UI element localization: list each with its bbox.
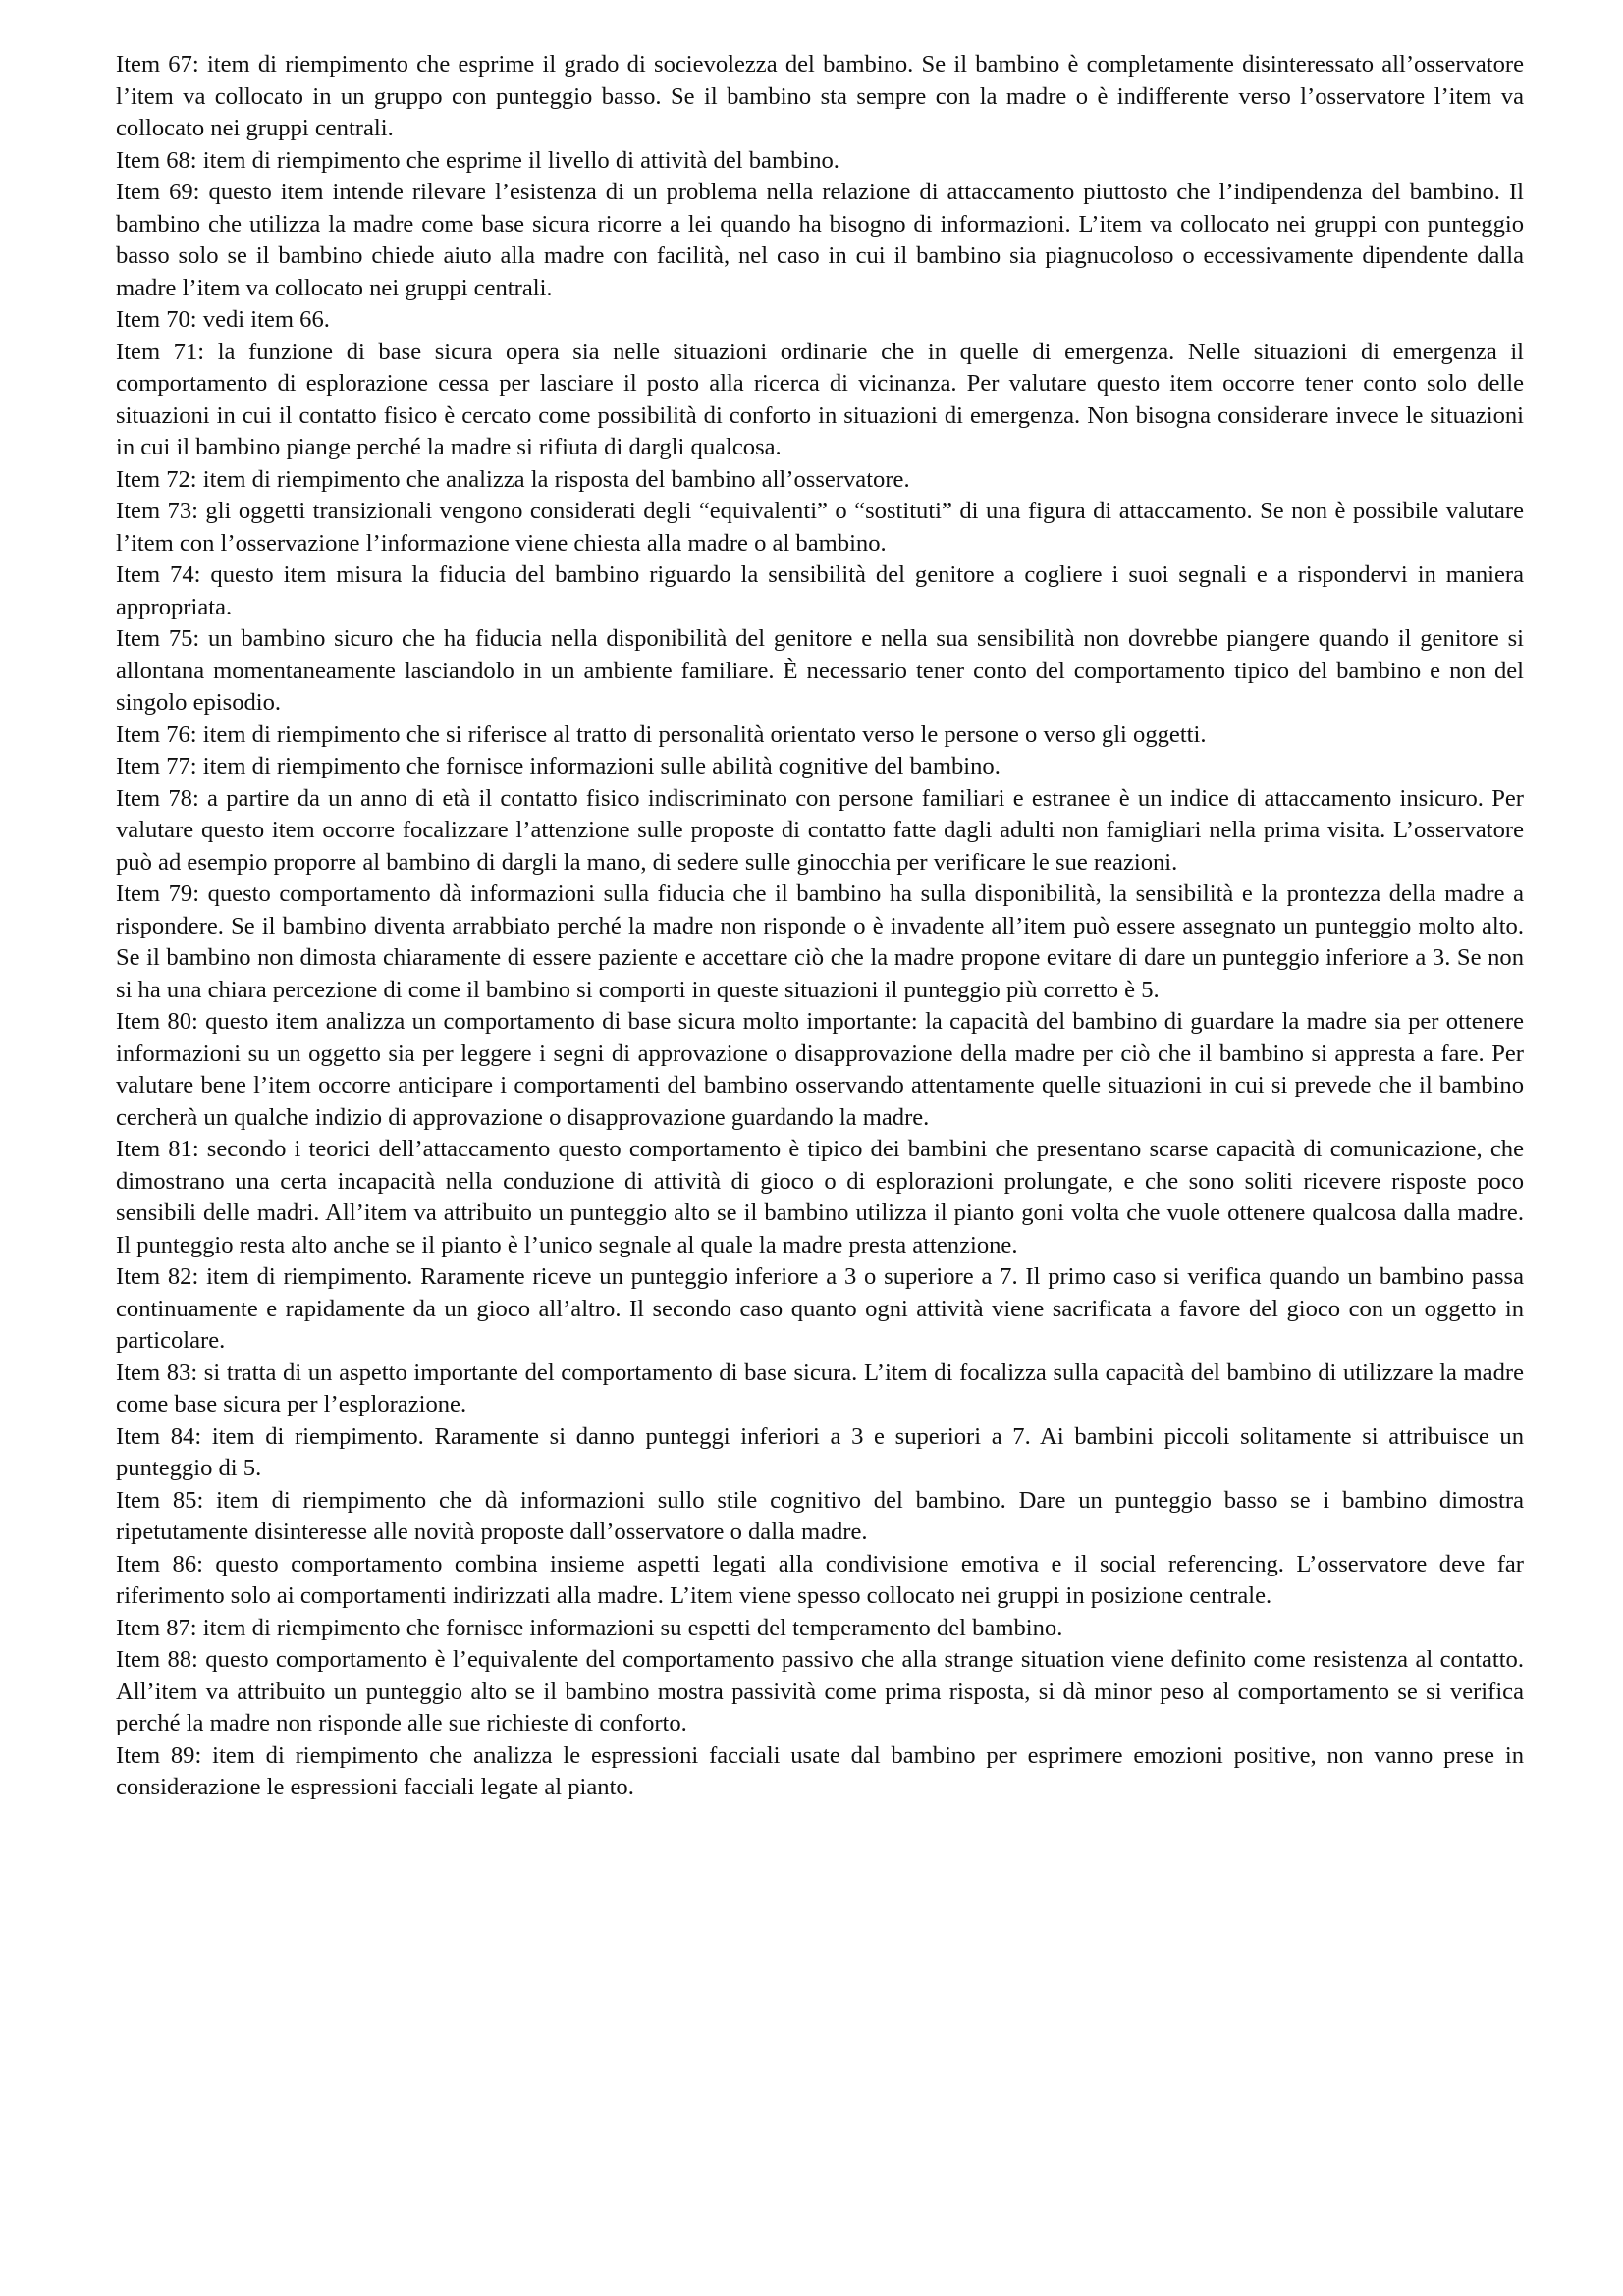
item-86-paragraph: Item 86: questo comportamento combina insieme aspetti legati alla condivisione emotiva e il social referencing. L’osservatore deve far riferimento solo ai comportamenti indirizzati alla madre. L’item viene spesso collocato nei gruppi in posizione centrale. bbox=[116, 1550, 1524, 1609]
document-page bbox=[116, 49, 1524, 1804]
item-69-paragraph: Item 69: questo item intende rilevare l’esistenza di un problema nella relazione di attaccamento piuttosto che l’indipendenza del bambino. Il bambino che utilizza la madre come base sicura ricorre a lei quando ha bisogno di informazioni. L’item va collocato nei gruppi con punteggio basso solo se il bambino chiede aiuto alla madre con facilità, nel caso in cui il bambino sia piagnucoloso o eccessivamente dipendente dalla madre l’item va collocato nei gruppi centrali. bbox=[116, 179, 1524, 301]
item-72-paragraph: Item 72: item di riempimento che analizza la risposta del bambino all’osservatore. bbox=[116, 465, 910, 493]
item-85-paragraph: Item 85: item di riempimento che dà informazioni sullo stile cognitivo del bambino. Dare un punteggio basso se i bambino dimostra ripetutamente disinteresse alle novità proposte dall’osservatore o dalla madre. bbox=[116, 1486, 1524, 1545]
item-87-paragraph: Item 87: item di riempimento che fornisce informazioni su espetti del temperamento del bambino. bbox=[116, 1614, 1063, 1641]
item-77-paragraph: Item 77: item di riempimento che fornisce informazioni sulle abilità cognitive del bambino. bbox=[116, 753, 1001, 779]
item-71-paragraph: Item 71: la funzione di base sicura opera sia nelle situazioni ordinarie che in quelle di emergenza. Nelle situazioni di emergenza il comportamento di esplorazione cessa per lasciare il posto alla ricerca di vicinanza. Per valutare questo item occorre tener conto solo delle situazioni in cui il contatto fisico è cercato come possibilità di conforto in situazioni di emergenza. Non bisogna considerare invece le situazioni in cui il bambino piange perché la madre si rifiuta di dargli qualcosa. bbox=[116, 338, 1524, 460]
item-74-paragraph: Item 74: questo item misura la fiducia del bambino riguardo la sensibilità del genitore a cogliere i suoi segnali e a rispondervi in maniera appropriata. bbox=[116, 561, 1524, 620]
item-73-paragraph: Item 73: gli oggetti transizionali vengono considerati degli “equivalenti” o “sostituti” di una figura di attaccamento. Se non è possibile valutare l’item con l’osservazione l’informazione viene chiesta alla madre o al bambino. bbox=[116, 498, 1524, 557]
item-79-paragraph: Item 79: questo comportamento dà informazioni sulla fiducia che il bambino ha sulla disponibilità, la sensibilità e la prontezza della madre a rispondere. Se il bambino diventa arrabbiato perché la madre non risponde o è invadente all’item può essere assegnato un punteggio molto alto. Se il bambino non dimosta chiaramente di essere paziente e accettare ciò che la madre propone evitare di dare un punteggio inferiore a 3. Se non si ha una chiara percezione di come il bambino si comporti in queste situazioni il punteggio più corretto è 5. bbox=[116, 881, 1524, 1003]
item-67-paragraph: Item 67: item di riempimento che esprime il grado di socievolezza del bambino. Se il bambino è completamente disinteressato all’osservatore l’item va collocato in un gruppo con punteggio basso. Se il bambino sta sempre con la madre o è indifferente verso l’osservatore l’item va collocato nei gruppi centrali. bbox=[116, 51, 1524, 141]
item-82-paragraph: Item 82: item di riempimento. Raramente riceve un punteggio inferiore a 3 o superiore a 7. Il primo caso si verifica quando un bambino passa continuamente e rapidamente da un gioco all’altro. Il secondo caso quanto ogni attività viene sacrificata a favore del gioco con un oggetto in particolare. bbox=[116, 1263, 1524, 1354]
item-78-paragraph: Item 78: a partire da un anno di età il contatto fisico indiscriminato con persone familiari e estranee è un indice di attaccamento insicuro. Per valutare questo item occorre focalizzare l’attenzione sulle proposte di contatto fatte dagli adulti non famigliari nella prima visita. L’osservatore può ad esempio proporre al bambino di dargli la mano, di sedere sulle ginocchia per verificare le sue reazioni. bbox=[116, 784, 1524, 876]
item-89-paragraph: Item 89: item di riempimento che analizza le espressioni facciali usate dal bambino per esprimere emozioni positive, non vanno prese in considerazione le espressioni facciali legate al pianto. bbox=[116, 1741, 1524, 1800]
item-76-paragraph: Item 76: item di riempimento che si riferisce al tratto di personalità orientato verso le persone o verso gli oggetti. bbox=[116, 721, 1207, 748]
item-68-paragraph: Item 68: item di riempimento che esprime il livello di attività del bambino. bbox=[116, 146, 839, 174]
item-70-paragraph: Item 70: vedi item 66. bbox=[116, 306, 330, 333]
item-84-paragraph: Item 84: item di riempimento. Raramente si danno punteggi inferiori a 3 e superiori a 7. Ai bambini piccoli solitamente si attribuisce un punteggio di 5. bbox=[116, 1422, 1524, 1481]
item-81-paragraph: Item 81: secondo i teorici dell’attaccamento questo comportamento è tipico dei bambini che presentano scarse capacità di comunicazione, che dimostrano una certa incapacità nella conduzione di attività di gioco o di esplorazioni prolungate, e che sono soliti ricevere risposte poco sensibili delle madri. All’item va attribuito un punteggio alto se il bambino utilizza il pianto goni volta che vuole ottenere qualcosa dalla madre. Il punteggio resta alto anche se il pianto è l’unico segnale al quale la madre presta attenzione. bbox=[116, 1136, 1524, 1258]
item-75-paragraph: Item 75: un bambino sicuro che ha fiducia nella disponibilità del genitore e nella sua sensibilità non dovrebbe piangere quando il genitore si allontana momentaneamente lasciandolo in un ambiente familiare. È necessario tener conto del comportamento tipico del bambino e non del singolo episodio. bbox=[116, 625, 1524, 716]
item-88-paragraph: Item 88: questo comportamento è l’equivalente del comportamento passivo che alla strange situation viene definito come resistenza al contatto. All’item va attribuito un punteggio alto se il bambino mostra passività come prima risposta, si dà minor peso al comportamento se si verifica perché la madre non risponde alle sue richieste di conforto. bbox=[116, 1646, 1524, 1736]
item-80-paragraph: Item 80: questo item analizza un comportamento di base sicura molto importante: la capacità del bambino di guardare la madre sia per ottenere informazioni su un oggetto sia per leggere i segni di approvazione o disapprovazione della madre per ciò che il bambino si appresta a fare. Per valutare bene l’item occorre anticipare i comportamenti del bambino osservando attentamente quelle situazioni in cui si prevede che il bambino cercherà un qualche indizio di approvazione o disapprovazione guardando la madre. bbox=[116, 1008, 1524, 1131]
item-83-paragraph: Item 83: si tratta di un aspetto importante del comportamento di base sicura. L’item di focalizza sulla capacità del bambino di utilizzare la madre come base sicura per l’esplorazione. bbox=[116, 1359, 1524, 1417]
